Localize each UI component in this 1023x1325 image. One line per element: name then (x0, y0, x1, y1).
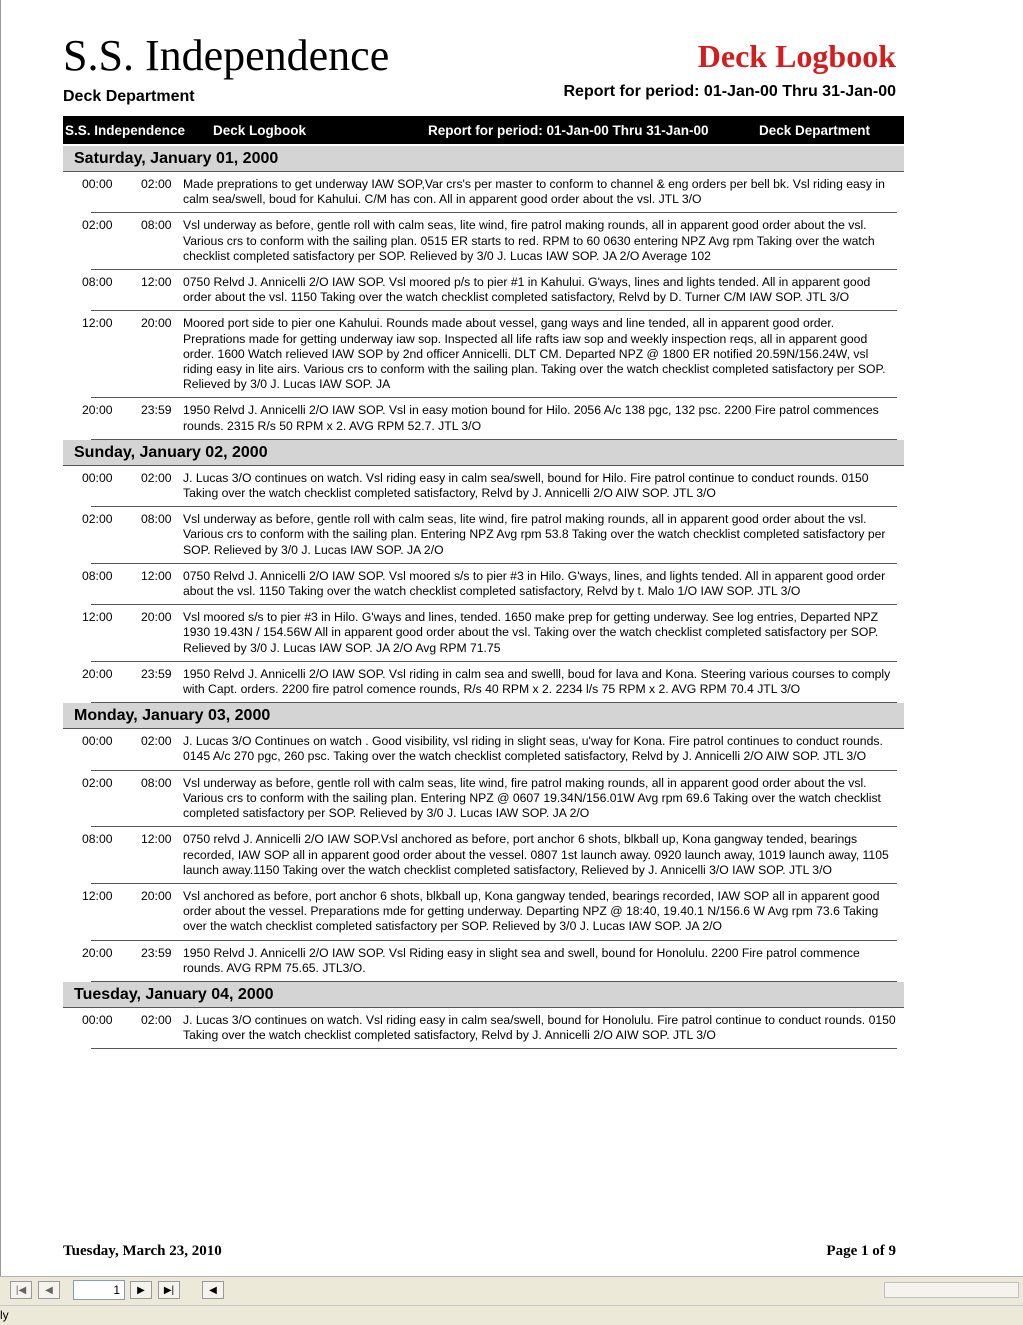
ship-title: S.S. Independence (63, 31, 390, 80)
scroll-left-button[interactable]: ◀ (202, 1281, 224, 1299)
entry-start-time: 20:00 (82, 403, 113, 418)
entry-end-time: 02:00 (141, 734, 172, 749)
entry-start-time: 02:00 (82, 512, 113, 527)
entry-remarks: J. Lucas 3/O continues on watch. Vsl riding easy in calm sea/swell, bound for Honolulu. Fire patrol continue to conduct rounds. 0150 Taking over the watch checklist completed satisfactory, Relvd by J. Annicelli 2/O AIW SOP. JTL 3/O (183, 1012, 896, 1043)
entry-end-time: 12:00 (141, 275, 172, 290)
entry-remarks: 1950 Relvd J. Annicelli 2/O IAW SOP. Vsl Riding easy in slight sea and swell, bound for Honolulu. 2200 Fire patrol commence rounds. AVG RPM 75.65. JTL3/O. (183, 945, 860, 975)
previous-page-button[interactable]: ◀ (38, 1281, 60, 1299)
last-page-button[interactable]: ▶| (158, 1281, 180, 1299)
entry-remarks: Vsl underway as before, gentle roll with calm seas, lite wind, fire patrol making rounds, all in apparent good order about the vsl. Various crs to conform with the sailing plan. Entering NPZ @ 0607 19.34N/156.01W Avg rpm 69.6 Taking over the watch checklist completed satisfactory per SOP. Relieved by 3/0 J. Lucas IAW SOP. JA 2/O (183, 775, 881, 821)
log-entry-row (82, 507, 897, 564)
entry-start-time: 12:00 (82, 610, 113, 625)
report-period: Report for period: 01-Jan-00 Thru 31-Jan-00 (563, 83, 896, 100)
page-number-input[interactable]: 1 (73, 1280, 125, 1300)
entry-end-time: 08:00 (141, 218, 172, 233)
entry-end-time: 02:00 (141, 177, 172, 191)
entry-start-time: 08:00 (82, 275, 113, 290)
entry-remarks: 1950 Relvd J. Annicelli 2/O IAW SOP. Vsl in easy motion bound for Hilo. 2056 A/c 138 pgc, 132 psc. 2200 Fire patrol commences rounds. 2315 R/s 50 RPM x 2. AVG RPM 52.7. JTL 3/O (183, 403, 879, 433)
log-entry-row (82, 827, 897, 884)
entry-remarks: 0750 Relvd J. Annicelli 2/O IAW SOP. Vsl moored s/s to pier #3 in Hilo. G'ways, lines, and lights tended. All in apparent good order about the vsl. 1150 Taking over the watch checklist completed satisfactory, Relvd by t. Malo 1/O IAW SOP. JTL 3/O (183, 568, 886, 599)
page-header-bar (63, 116, 904, 144)
log-entry-row (82, 270, 897, 311)
log-entry-row (82, 941, 897, 982)
entry-end-time: 08:00 (141, 512, 172, 527)
entry-end-time: 02:00 (141, 1012, 172, 1027)
entry-remarks: Vsl underway as before, gentle roll with calm seas, lite wind, fire patrol making rounds, all in apparent good order about the vsl. Various crs to conform with the sailing plan. 0515 ER starts to red. RPM to 60 0630 entering NPZ Avg rpm Taking over the watch checklist completed satisfactory per SOP. Relieved by 3/0 J. Lucas IAW SOP. JA 2/O Average 102 (183, 218, 875, 263)
log-entries (63, 146, 904, 1049)
log-entry-row (82, 1008, 897, 1049)
log-entry-row (82, 466, 897, 507)
report-title: Deck Logbook (697, 38, 896, 74)
entry-start-time: 20:00 (82, 945, 113, 960)
day-header: Monday, January 03, 2000 (63, 703, 904, 729)
entry-start-time: 08:00 (82, 568, 113, 583)
entry-remarks: Vsl underway as before, gentle roll with calm seas, lite wind, fire patrol making rounds, all in apparent good order about the vsl. Various crs to conform with the sailing plan. Entering NPZ Avg rpm 53.8 Taking over the watch checklist completed satisfactory per SOP. Relieved by 3/0 J. Lucas IAW SOP. JA 2/O (183, 512, 886, 557)
entry-start-time: 02:00 (82, 218, 113, 233)
entry-remarks: Vsl moored s/s to pier #3 in Hilo. G'ways and lines, tended. 1650 make prep for getting underway. See log entries, Departed NPZ 1930 19.43N / 154.56W All in apparent good order about the vsl. Taking over the watch checklist completed satisfactory per SOP. Relieved by 3/0 J. Lucas IAW SOP. JA 2/O Avg RPM 71.75 (183, 610, 879, 655)
status-text: ly (0, 1308, 9, 1322)
report-navigation-bar (0, 1276, 1023, 1305)
entry-end-time: 20:00 (141, 316, 172, 331)
day-header: Sunday, January 02, 2000 (63, 440, 904, 466)
entry-start-time: 00:00 (82, 734, 113, 749)
first-page-button[interactable]: |◀ (10, 1281, 32, 1299)
page-header-department: Deck Department (759, 123, 871, 138)
log-entry-row (82, 884, 897, 941)
entry-remarks: 1950 Relvd J. Annicelli 2/O IAW SOP. Vsl riding in calm sea and swelll, boud for lava and Kona. Steering various courses to comply with Capt. orders. 2200 fire patrol comence rounds, R/s 40 RPM x 2. 2234 l/s 75 RPM x 2. AVG RPM 70.4 JTL 3/O (183, 666, 891, 697)
log-entry-row (82, 172, 897, 213)
department-label: Deck Department (63, 88, 195, 105)
log-entry-row (82, 605, 897, 662)
entry-start-time: 00:00 (82, 470, 113, 485)
entry-remarks: J. Lucas 3/O continues on watch. Vsl riding easy in calm sea/swell, bound for Hilo. Fire patrol continue to conduct rounds. 0150 Taking over the watch checklist completed satisfactory, Relvd by J. Annicelli 2/O AIW SOP. JTL 3/O (183, 470, 869, 501)
entry-start-time: 12:00 (82, 316, 113, 331)
footer-date: Tuesday, March 23, 2010 (63, 1243, 222, 1259)
page-header-ship: S.S. Independence (65, 123, 186, 138)
log-entry-row (82, 662, 897, 703)
entry-remarks: Vsl anchored as before, port anchor 6 shots, blkball up, Kona gangway tended, bearings recorded, IAW SOP all in apparent good order about the vessel. Preparations mde for getting underway. Departing NPZ @ 18:40, 19.40.1 N/156.6 W Avg rpm 73.6 Taking over the watch checklist completed satisfactory per SOP. Relieved by 3/0 J. Lucas IAW SOP. JA 2/O (183, 888, 880, 934)
entry-end-time: 23:59 (141, 403, 172, 418)
entry-remarks: Moored port side to pier one Kahului. Rounds made about vessel, gang ways and line tended, all in apparent good order. Preprations made for getting underway iaw sop. Inspected all life rafts iaw sop and weekly inspection reqs, all in apparent good order. 1600 Watch relieved IAW SOP by 2nd officer Annicelli. DLT CM. Departed NPZ @ 1800 ER notified 20.59N/156.24W, vsl riding easy in lite airs. Various crs to conform with the sailing plan. Taking over the watch checklist completed satisfactory per SOP. Relieved by 3/0 J. Lucas IAW SOP. JA (183, 316, 886, 392)
entry-start-time: 12:00 (82, 888, 113, 903)
log-entry-row (82, 771, 897, 828)
log-entry-row (82, 729, 897, 770)
next-page-button[interactable]: ▶ (130, 1281, 152, 1299)
entry-end-time: 20:00 (141, 888, 172, 903)
entry-start-time: 20:00 (82, 666, 113, 681)
entry-end-time: 12:00 (141, 832, 172, 847)
entry-remarks: Made preprations to get underway IAW SOP,Var crs's per master to conform to channel & eng orders per bell bk. Vsl riding easy in calm sea/swell, boud for Kahului. C/M has con. All in apparent good order about the vsl. JTL 3/O (183, 177, 885, 207)
entry-end-time: 12:00 (141, 568, 172, 583)
log-entry-row (82, 564, 897, 605)
page-header-period: Report for period: 01-Jan-00 Thru 31-Jan-00 (428, 123, 709, 138)
entry-remarks: 0750 relvd J. Annicelli 2/O IAW SOP.Vsl anchored as before, port anchor 6 shots, blkball up, Kona gangway tended, bearings recorded, IAW SOP all in apparent good order about the vessel. 0807 1st launch away. 0920 launch away, 1019 launch away, 1105 launch away.1150 Taking over the watch checklist completed satisfactory, Relieved by J. Annicelli 3/O IAW SOP. JTL 3/O (183, 832, 889, 877)
entry-end-time: 08:00 (141, 775, 172, 790)
page-header-title: Deck Logbook (213, 123, 307, 138)
log-entry-row (82, 311, 897, 398)
entry-start-time: 00:00 (82, 1012, 113, 1027)
footer-page-number: Page 1 of 9 (826, 1243, 896, 1259)
entry-start-time: 08:00 (82, 832, 113, 847)
log-entry-row (82, 213, 897, 270)
entry-end-time: 23:59 (141, 666, 172, 681)
entry-remarks: J. Lucas 3/O Continues on watch . Good visibility, vsl riding in slight seas, u'way for Kona. Fire patrol continues to conduct rounds. 0145 A/c 270 pgc, 260 psc. Taking over the watch checklist completed satisfactory, Relvd by J. Annicelli 2/O AIW SOP. JTL 3/O (183, 734, 883, 764)
entry-remarks: 0750 Relvd J. Annicelli 2/O IAW SOP. Vsl moored p/s to pier #1 in Kahului. G'ways, lines and lights tended. All in apparent good order about the vsl. 1150 Taking over the watch checklist completed satisfactory, Relvd by D. Turner C/M IAW SOP. JTL 3/O (183, 275, 871, 305)
entry-end-time: 20:00 (141, 610, 172, 625)
day-header: Tuesday, January 04, 2000 (63, 982, 904, 1008)
entry-end-time: 23:59 (141, 945, 172, 960)
entry-start-time: 02:00 (82, 775, 113, 790)
day-header: Saturday, January 01, 2000 (63, 146, 904, 172)
log-entry-row (82, 398, 897, 439)
entry-start-time: 00:00 (82, 177, 113, 191)
entry-end-time: 02:00 (141, 470, 172, 485)
horizontal-scrollbar[interactable] (884, 1282, 1019, 1298)
status-bar (0, 1305, 1023, 1325)
